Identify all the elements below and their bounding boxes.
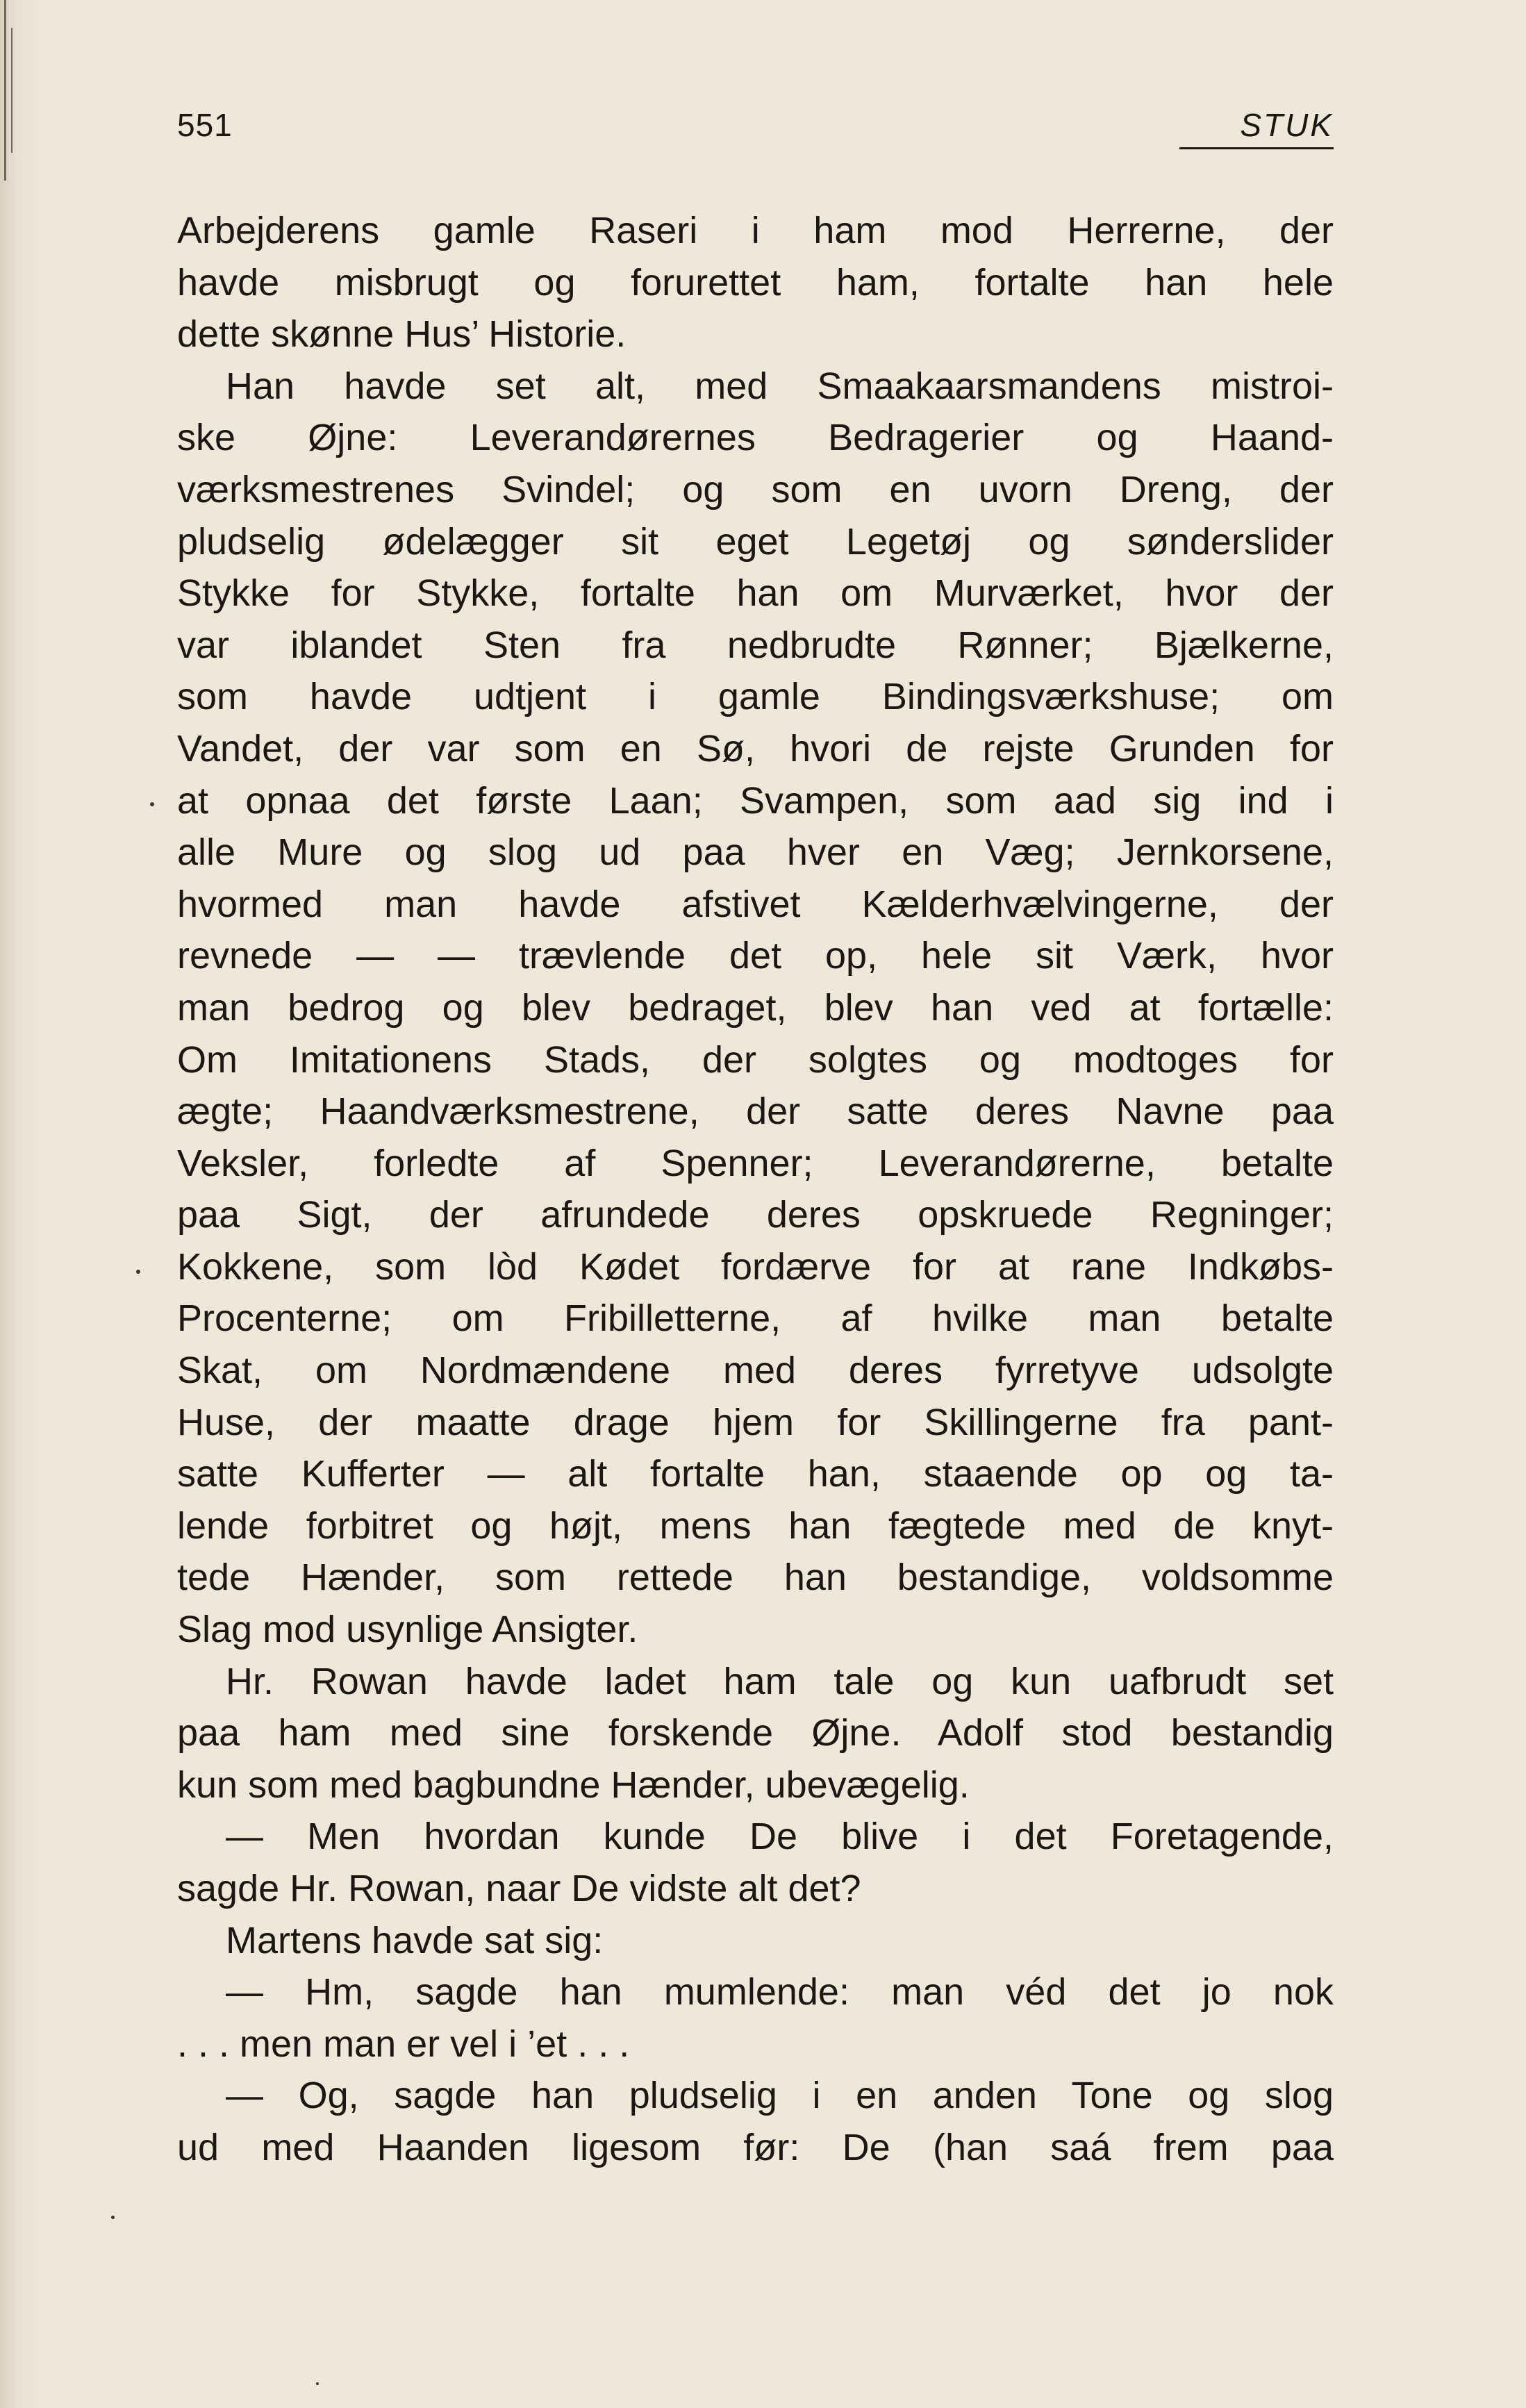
text-line: man bedrog og blev bedraget, blev han ved at fortælle:	[177, 986, 1334, 1029]
text-line: som havde udtjent i gamle Bindingsværkshuse; om	[177, 676, 1334, 718]
body-text	[177, 205, 1334, 2174]
text-line: Martens havde sat sig:	[226, 1919, 604, 1961]
text-line: Huse, der maatte drage hjem for Skillingerne fra pant-	[177, 1401, 1334, 1443]
text-line: alle Mure og slog ud paa hver en Væg; Jernkorsene,	[177, 831, 1334, 874]
text-line: havde misbrugt og forurettet ham, fortalte han hele	[177, 261, 1334, 304]
text-line: sagde Hr. Rowan, naar De vidste alt det?	[177, 1868, 861, 1909]
text-line: Kokkene, som lòd Kødet fordærve for at rane Indkøbs-	[177, 1245, 1334, 1288]
page-number: 551	[177, 107, 233, 143]
running-head: STUK	[1240, 107, 1334, 143]
paper-speck	[150, 802, 154, 806]
text-line: dette skønne Hus’ Historie.	[177, 313, 627, 356]
text-line: var iblandet Sten fra nedbrudte Rønner; Bjælkerne,	[177, 624, 1334, 666]
text-line: Vandet, der var som en Sø, hvori de rejste Grunden for	[177, 727, 1334, 770]
text-line: tede Hænder, som rettede han bestandige, voldsomme	[177, 1556, 1334, 1599]
text-line: . . . men man er vel i ’et . . .	[177, 2023, 630, 2065]
paper-speck	[316, 2382, 319, 2385]
binding-edge-mark	[11, 28, 13, 153]
text-line: ægte; Haandværksmestrene, der satte deres Navne paa	[177, 1090, 1334, 1133]
page-gutter-shadow	[0, 0, 42, 2408]
text-line: Stykke for Stykke, fortalte han om Murværket, hvor der	[177, 572, 1334, 615]
text-line: ud med Haanden ligesom før: De (han saá frem paa	[177, 2126, 1334, 2168]
text-line: Procenterne; om Fribilletterne, af hvilke man betalte	[177, 1297, 1334, 1340]
text-line: at opnaa det første Laan; Svampen, som aad sig ind i	[177, 779, 1334, 822]
text-line: ske Øjne: Leverandørernes Bedragerier og Haand-	[177, 417, 1334, 459]
text-line: revnede — — trævlende det op, hele sit Værk, hvor	[177, 935, 1334, 977]
paper-speck	[136, 1270, 140, 1274]
text-line: Arbejderens gamle Raseri i ham mod Herrerne, der	[177, 210, 1334, 251]
text-line: — Hm, sagde han mumlende: man véd det jo nok	[226, 1971, 1334, 2013]
text-line: Om Imitationens Stads, der solgtes og modtoges for	[177, 1038, 1334, 1081]
text-line: — Men hvordan kunde De blive i det Foretagende,	[226, 1816, 1334, 1858]
text-line: paa ham med sine forskende Øjne. Adolf stod bestandig	[177, 1712, 1334, 1754]
text-line: Han havde set alt, med Smaakaarsmandens mistroi-	[226, 365, 1334, 407]
text-line: paa Sigt, der afrundede deres opskruede Regninger;	[177, 1194, 1334, 1236]
text-line: Skat, om Nordmændene med deres fyrretyve udsolgte	[177, 1350, 1334, 1392]
text-line: Slag mod usynlige Ansigter.	[177, 1609, 638, 1651]
text-line: satte Kufferter — alt fortalte han, staaende op og ta-	[177, 1453, 1334, 1495]
running-head-rule	[1179, 147, 1334, 149]
text-line: værksmestrenes Svindel; og som en uvorn Dreng, der	[177, 468, 1334, 510]
text-line: pludselig ødelægger sit eget Legetøj og sønderslider	[177, 520, 1334, 563]
paper-speck	[111, 2216, 115, 2219]
binding-edge-mark	[4, 0, 6, 181]
page-header	[177, 104, 1334, 153]
text-line: Veksler, forledte af Spenner; Leverandørerne, betalte	[177, 1142, 1334, 1184]
text-line: lende forbitret og højt, mens han fægtede med de knyt-	[177, 1504, 1334, 1547]
text-line: hvormed man havde afstivet Kælderhvælvingerne, der	[177, 883, 1334, 925]
text-line: kun som med bagbundne Hænder, ubevægelig.	[177, 1763, 970, 1806]
text-line: — Og, sagde han pludselig i en anden Tone og slog	[226, 2075, 1334, 2117]
text-line: Hr. Rowan havde ladet ham tale og kun uafbrudt set	[226, 1660, 1334, 1702]
